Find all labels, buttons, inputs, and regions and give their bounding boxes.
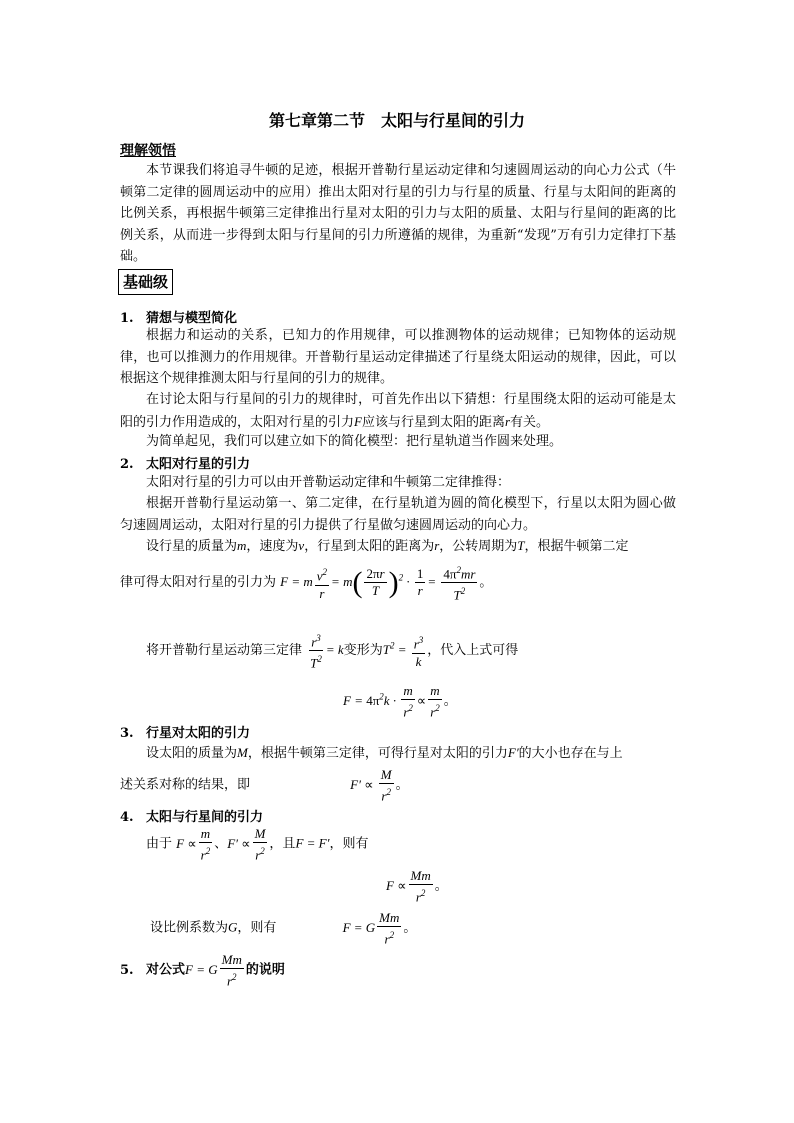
text-run: 设太阳的质量为 <box>146 746 238 761</box>
formula-gravity-on-planet <box>120 562 492 604</box>
text-run: 设行星的质量为 <box>146 539 238 554</box>
intro-paragraph: 本节课我们将追寻牛顿的足迹，根据开普勒行星运动定律和匀速圆周运动的向心力公式（牛顿第二定律的圆周运动中的应用）推出太阳对行星的引力与行星的质量、行星与太阳间的距离的比例关系，再根据牛顿第三定律推出行星对太阳的引力与太阳的质量、太阳与行星间的距离的比例关系，从而进一步得到太阳与行星间的引力所遵循的规律，为重新“发现”万有引力定律打下基础。 <box>120 163 676 264</box>
formula-body: F = G $\frac{Mm}{r^2}$ <box>342 910 400 947</box>
var-F-prime: F′ <box>507 745 519 760</box>
text-run: 将开普勒行星运动第三定律 <box>146 642 303 658</box>
formula-body: F = F′ <box>295 835 330 851</box>
text-run: 。 <box>443 693 457 709</box>
section-number: 4. <box>120 810 134 825</box>
section-2-paragraph-2: 根据开普勒行星运动第一、第二定律，在行星轨道为圆的简化模型下，行星以太阳为圆心做匀速圆周运动，太阳对行星的引力提供了行星做匀速圆周运动的向心力。 <box>120 496 676 533</box>
section-title-suffix: 的说明 <box>245 962 285 978</box>
section-3-paragraph-1 <box>146 742 623 761</box>
text-run: 变形为 <box>343 642 383 658</box>
section-1-heading <box>120 307 237 326</box>
text-run: 。 <box>434 878 448 894</box>
formula-body: F ∝ $\frac{m}{r^2}$ <box>176 826 211 863</box>
text-run: ，根据牛顿第三定律，可得行星对太阳的引力 <box>247 746 508 761</box>
formula-body: $T^2$ = $\frac{r^3}{k}$ <box>383 642 428 657</box>
section-4-heading <box>120 806 263 825</box>
formula-body: F′ ∝ $\frac{M}{r^2}$ <box>227 826 266 863</box>
var-m: m <box>237 538 247 553</box>
section-5-heading <box>120 952 285 989</box>
understanding-heading: 理解领悟 <box>120 143 176 159</box>
text-run: 的大小也存在与上 <box>518 746 623 761</box>
formula-kepler-third-law <box>146 630 518 672</box>
formula-body: F = m $\frac{v^2}{r}$ = m( $\frac{2\pi r}{T}$ )$^2$ · $\frac{1}{r}$ = $\frac{4\pi^2mr}{T^2}$ <box>280 574 479 589</box>
section-2-heading <box>120 453 250 472</box>
section-number: 2. <box>120 457 134 472</box>
section-number: 1. <box>120 311 134 326</box>
text-run: 。 <box>403 920 417 936</box>
section-title-prefix: 对公式 <box>146 962 186 978</box>
text-run: 、 <box>214 836 228 852</box>
section-title: 行星对太阳的引力 <box>146 726 251 741</box>
section-4-paragraph-1 <box>146 826 368 863</box>
section-3-paragraph-2 <box>120 767 409 804</box>
text-run: ，代入上式可得 <box>427 642 519 658</box>
text-run: ，则有 <box>237 920 277 936</box>
text-run: 由于 <box>146 836 173 852</box>
section-4-paragraph-3 <box>150 910 416 947</box>
section-2-paragraph-3 <box>146 535 629 554</box>
var-M: M <box>237 745 248 760</box>
var-v: v <box>298 538 305 553</box>
var-r: r <box>504 413 511 429</box>
text-run: 。 <box>479 574 493 590</box>
var-T: T <box>517 538 525 553</box>
formula-body: $\frac{r^3}{T^2}$ = k <box>306 642 344 657</box>
formula-body: $F = 4\pi^2k$ · $\frac{m}{r^2}$ ∝ $\frac{m}{r^2}$ <box>343 683 440 720</box>
section-number: 5. <box>120 962 134 978</box>
section-1-paragraph-1: 根据力和运动的关系，已知力的作用规律，可以推测物体的运动规律；已知物体的运动规律，也可以推测力的作用规律。开普勒行星运动定律描述了行星绕太阳运动的规律，因此，可以根据这个规律推测太阳与行星间的引力的规律。 <box>120 328 676 386</box>
text-run: 有关。 <box>510 414 550 430</box>
var-r: r <box>434 538 440 553</box>
page-title: 第七章第二节 太阳与行星间的引力 <box>268 111 525 130</box>
formula-body: F = G $\frac{Mm}{r^2}$ <box>185 952 242 989</box>
text-run: ，速度为 <box>246 539 299 554</box>
text-run: 在讨论太阳与行星间的引力的规律时，可首先作出以下猜想：行星围绕太阳的运动可能是太阳的引力作用造成的，太阳对行星的引力 <box>120 392 676 430</box>
formula-body: F ∝ $\frac{Mm}{r^2}$ <box>386 868 431 905</box>
section-1-paragraph-2 <box>120 389 676 433</box>
text-run: ，根据牛顿第二定 <box>524 539 629 554</box>
text-run: 述关系对称的结果，即 <box>120 777 251 793</box>
formula-body: F′ ∝ $\frac{M}{r^2}$ <box>350 767 392 804</box>
formula-proportional-Mm <box>386 868 448 905</box>
section-2-paragraph-1: 太阳对行星的引力可以由开普勒运动定律和牛顿第二定律推得： <box>146 475 511 490</box>
text-run: 设比例系数为 <box>150 920 229 936</box>
section-title: 猜想与模型简化 <box>146 311 238 326</box>
text-run: ，行星到太阳的距离为 <box>304 539 435 554</box>
text-run: 律可得太阳对行星的引力为 <box>120 574 277 590</box>
var-G: G <box>228 919 238 935</box>
text-run: 应该与行星到太阳的距离 <box>361 414 505 430</box>
text-run: ，公转周期为 <box>439 539 518 554</box>
section-number: 3. <box>120 726 134 741</box>
var-F: F <box>354 413 362 429</box>
text-run: ，则有 <box>329 836 369 852</box>
formula-proportional-m <box>343 683 457 720</box>
section-title: 太阳与行星间的引力 <box>146 810 264 825</box>
section-3-heading <box>120 722 250 741</box>
section-title: 太阳对行星的引力 <box>146 457 251 472</box>
section-1-paragraph-3: 为简单起见，我们可以建立如下的简化模型：把行星轨道当作圆来处理。 <box>146 434 563 449</box>
text-run: ，且 <box>269 836 296 852</box>
basic-level-label: 基础级 <box>118 269 173 295</box>
text-run: 。 <box>395 777 409 793</box>
